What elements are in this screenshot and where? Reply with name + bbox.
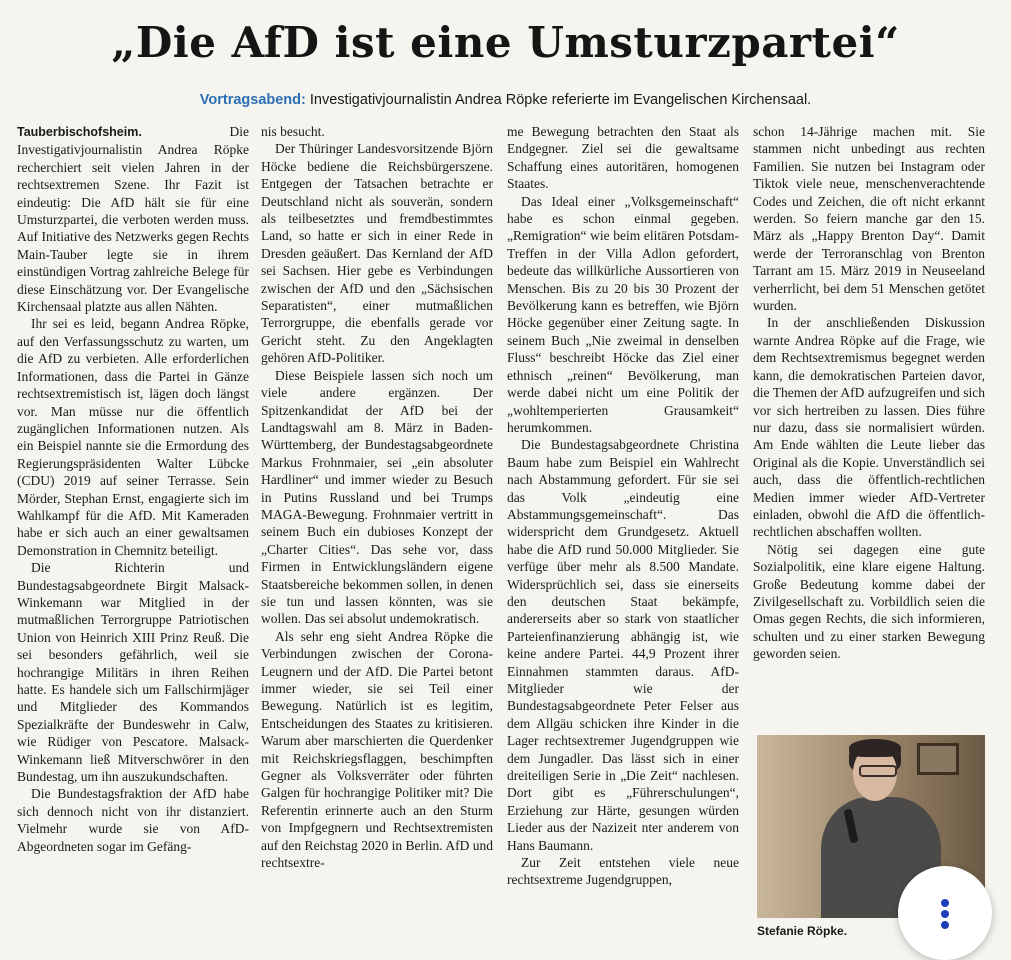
column-1 — [17, 123, 249, 855]
wall-picture — [917, 743, 959, 775]
paragraph: Ihr sei es leid, begann Andrea Röpke, auf den Verfassungsschutz zu warten, um die AfD zu verbieten. Alle erforderlichen Informationen, dass die Partei in Gänze rechtsextremistisch ist, lägen doch längst vor. Man müsse nur die öffentlich zugänglichen Informationen nutzen. Als ein Beispiel nannte sie die Ermordung des Regierungspräsidenten Walter Lübcke (CDU) 2019 auf seiner Terrasse. Sein Mörder, Stephan Ernst, engagierte sich im Wahlkampf für die AfD. Mit Kameraden habe er sich auch an einer gewaltsamen Demonstration in Chemnitz beteiligt. — [17, 316, 249, 558]
paragraph: Als sehr eng sieht Andrea Röpke die Verbindungen zwischen der Corona-Leugnern und der AfD. Die Partei betont immer wieder, sie sei Teil einer Bewegung. Natürlich ist es legitim, Entscheidungen des Staates zu kritisieren. Warum aber marschierten die Querdenker mit Reichskriegsflaggen, beschimpften Gegner als Volksverräter oder führten Galgen für hochrangige Politiker mit? Die Referentin erinnerte auch an den Sturm von Impfgegnern und Rechtsextremisten auf den Reichstag 2020 in Berlin. AfD und rechtsextre- — [261, 628, 493, 871]
paragraph: Nötig sei dagegen eine gute Sozialpolitik, eine klare eigene Haltung. Große Bedeutung komme dabei der Zivilgesellschaft zu. Vorbildlich seien die Omas gegen Rechts, die sich informieren, schulten und zu einer starken Bewegung geworden seien. — [753, 541, 985, 662]
column-2 — [261, 123, 493, 871]
more-vert-icon-dot — [941, 921, 949, 929]
subtitle-text: Investigativjournalistin Andrea Röpke referierte im Evangelischen Kirchensaal. — [305, 92, 812, 108]
paragraph: Der Thüringer Landesvorsitzende Björn Höcke bediene die Reichsbürgerszene. Entgegen der Tatsachen betrachte er Deutschland nicht als souverän, sondern als teilbesetztes und fremdbestimmtes Land, so hatte er sich in einer Rede in Dresden geäußert. Das Kernland der AfD sei Sachsen. Hier gebe es Verbindungen zwischen der AfD und den „Sächsischen Separatisten“, einer mutmaßlichen Terrorgruppe, die ebenfalls gerade vor Gericht steht. Zu den Angeklagten gehören AfD-Politiker. — [261, 141, 493, 366]
article-headline: „Die AfD ist eine Umsturzpartei“ — [111, 18, 900, 67]
subtitle-kicker: Vortragsabend: — [199, 92, 306, 108]
photo-caption: Stefanie Röpke. — [757, 924, 848, 938]
speaker-glasses — [859, 765, 897, 777]
paragraph: Zur Zeit entstehen viele neue rechtsextreme Jugendgruppen, — [507, 855, 739, 888]
paragraph: Die Bundestagsabgeordnete Christina Baum habe zum Beispiel ein Wahlrecht nach Abstammung gefordert. Für sie sei das Volk „eindeutig eine Abstammungsgemeinschaft“. Das widerspricht dem Grundgesetz. Aktuell habe die AfD rund 50.000 Mitglieder. Sie verfüge über mehr als 8.500 Mandate. Widersprüchlich sei, dass sie einerseits den deutschen Staat bekämpfe, andererseits aber so stark von staatlicher Parteienfinanzierung abhängig ist, wie keine andere Partei. 44,9 Prozent ihrer Einnahmen stammten daraus. AfD-Mitglieder wie der Bundestagsabgeordnete Peter Felser aus dem Allgäu schicken ihre Kinder in die Lager rechtsextremer Jugendgruppen wie dem Jungadler. Das lässt sich in einer dreiteiligen Serie in „Die Zeit“ nachlesen. Dort gibt es „Führerschulungen“, Erziehung zur Härte, gesungen würden Lieder aus der Nazizeit nter anderem von Hans Baumann. — [507, 437, 739, 853]
paragraph: In der anschließenden Diskussion warnte Andrea Röpke auf die Frage, wie dem Rechtsextremismus begegnet werden kann, die demokratischen Parteien davor, die Themen der AfD aufzugreifen und sich vor sich hertreiben zu lassen. Dies führe nur dazu, dass sie normalisiert würden. Am Ende wählten die Leute lieber das Original als die Kopie. Unverständlich sei auch, dass die öffentlich-rechtlichen Medien immer wieder AfD-Vertreter einladen, obwohl die AfD die öffentlich-rechtlichen abschaffen wollten. — [753, 315, 985, 540]
more-vert-icon-dot — [941, 910, 949, 918]
more-options-button[interactable] — [898, 866, 992, 960]
paragraph: Die Bundestagsfraktion der AfD habe sich dennoch nicht von ihr distanziert. Vielmehr wurde sie von AfD-Abgeordneten sogar im Gefäng- — [17, 786, 249, 854]
more-vert-icon — [941, 899, 949, 907]
paragraph: Die Richterin und Bundestagsabgeordnete Birgit Malsack-Winkemann war Mitglied in der mutmaßlichen Terrorgruppe Patriotischen Union von Heinrich XIII Prinz Reuß. Die sei besonders gefährlich, weil sie hochrangige Militärs in ihren Reihen hatte. Es handele sich um Fallschirmjäger und Mitglieder des Kommandos Spezialkräfte der Bundeswehr in Calw, wie Rüdiger von Pescatore. Malsack-Winkemann ließ Mitverschwörer in den Bundestag, um ihn auszukundschaften. — [17, 560, 249, 785]
article-subtitle — [0, 92, 1011, 108]
paragraph: Das Ideal einer „Volksgemeinschaft“ habe es schon einmal gegeben. „Remigration“ wie beim elitären Potsdam-Treffen in der Villa Adlon gefordert, bedeute das willkürliche Aussortieren von Menschen. Bis zu 20 bis 30 Prozent der Bevölkerung kann es betreffen, wie Björn Höcke gegenüber einer Zeitung sagte. In seinem Buch „Nie zweimal in denselben Fluss“ beschreibt Höcke das Ziel einer ethnisch „reinen“ Bevölkerung, man werde dabei nicht um eine Politik der „wohltemperierten Grausamkeit“ herumkommen. — [507, 193, 739, 435]
paragraph: Diese Beispiele lassen sich noch um viele andere ergänzen. Der Spitzenkandidat der AfD bei der Landtagswahl am 8. März in Baden-Württemberg, der Bundestagsabgeordnete Markus Frohnmaier, sei „ein absoluter Hardliner“ und immer wieder zu Besuch in Putins Russland und bei Trumps MAGA-Bewegung. Frohnmaier vertritt in seinem Buch ein dubioses Konzept der „Charter Cities“. Das sehe vor, dass Firmen in Entwicklungsländern eigene Staatsbereiche bekommen sollen, in denen sie tun und lassen könnten, was sie wollen. Das sei absolut undemokratisch. — [261, 367, 493, 627]
paragraph: nis besucht. — [261, 124, 325, 139]
paragraph: schon 14-Jährige machen mit. Sie stammen nicht unbedingt aus rechten Familien. Sie nutzen bei Instagram oder Tiktok viele neue, menschenverachtende Codes und Zeichen, die oft nicht erkannt werden. So feiern manche gar den 15. März als „Happy Brenton Day“. Damit werde der Terroranschlag von Brenton Tarrant am 15. März 2019 in Neuseeland verherrlicht, bei dem 51 Menschen getötet wurden. — [753, 124, 985, 314]
paragraph: Tauberbischofsheim. Die Investigativjournalistin Andrea Röpke recherchiert seit vielen Jahren in der rechtsextremen Szene. Ihr Fazit ist eindeutig: Die AfD hält sie für eine Umsturzpartei, die verboten werden muss. Auf Initiative des Netzwerks gegen Rechts Main-Tauber legte sie in ihrem einstündigen Vortrag zahlreiche Belege für diese Einschätzung vor. Der Evangelische Kirchensaal platzte aus allen Nähten. — [17, 124, 249, 315]
column-3 — [507, 123, 739, 889]
speaker-hair-top — [849, 739, 901, 757]
paragraph: me Bewegung betrachten den Staat als Endgegner. Ziel sei die gewaltsame Schaffung eines autoritären, homogenen Staates. — [507, 124, 739, 192]
column-4 — [753, 123, 985, 663]
dateline: Tauberbischofsheim. — [17, 125, 142, 139]
